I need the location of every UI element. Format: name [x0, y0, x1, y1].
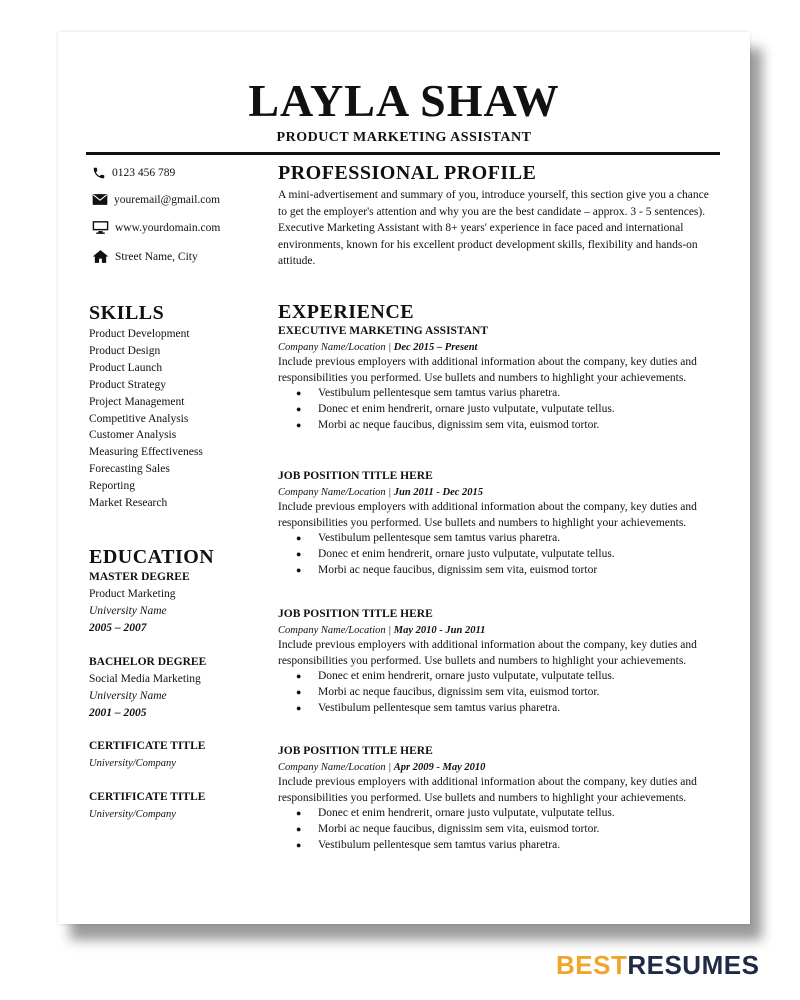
education-entry-bachelor [89, 654, 206, 722]
profile-summary: A mini-advertisement and summary of you, introduce yourself, this section give you a chance to get the employer's attention and why you are the best candidate – approx. 3 - 5 sentences). [278, 189, 709, 218]
certificate-org: University/Company [89, 809, 176, 820]
home-icon [92, 249, 109, 264]
job-entry [278, 607, 718, 716]
brand-logo-part1: BEST [556, 950, 628, 980]
degree-field: Social Media Marketing [89, 673, 201, 685]
school-name: University Name [89, 605, 167, 617]
job-dates: Dec 2015 – Present [393, 341, 478, 353]
contact-website [92, 220, 220, 235]
job-title: JOB POSITION TITLE HERE [278, 608, 433, 620]
profile-heading: PROFESSIONAL PROFILE [278, 162, 537, 184]
contact-phone [92, 166, 175, 180]
job-bullet: ● Donec et enim hendrerit, ornare justo vulputate, vulputate tellus. [318, 547, 718, 563]
job-description: Include previous employers with additional information about the company, key duties and responsibilities you performed. Use bullets and numbers to highlight your achievements. [278, 356, 697, 384]
job-company: Company Name/Location [278, 761, 386, 773]
degree-title: MASTER DEGREE [89, 571, 190, 583]
job-bullet: ● Vestibulum pellentesque sem tamtus varius pharetra. [318, 701, 718, 717]
job-bullet: ● Donec et enim hendrerit, ornare justo vulputate, vulputate tellus. [318, 402, 718, 418]
skill-item: Measuring Effectiveness [89, 446, 203, 459]
skills-list [89, 326, 203, 512]
job-company-line: Company Name/Location | May 2010 - Jun 2011 [278, 624, 486, 636]
skill-item: Market Research [89, 497, 168, 510]
job-description: Include previous employers with additional information about the company, key duties and responsibilities you performed. Use bullets and numbers to highlight your achievements. [278, 501, 697, 529]
job-title: EXECUTIVE MARKETING ASSISTANT [278, 325, 489, 337]
skill-item: Product Design [89, 344, 161, 357]
job-description: Include previous employers with additional information about the company, key duties and responsibilities you performed. Use bullets and numbers to highlight your achievements. [278, 776, 697, 804]
job-bullets [278, 386, 718, 433]
job-bullet: ● Vestibulum pellentesque sem tamtus varius pharetra. [318, 838, 718, 854]
skill-item: Customer Analysis [89, 429, 177, 442]
job-entry [278, 744, 718, 853]
job-company: Company Name/Location [278, 341, 386, 353]
job-entry [278, 324, 718, 433]
job-bullet: ● Morbi ac neque faucibus, dignissim sem vita, euismod tortor. [318, 685, 718, 701]
job-company-line: Company Name/Location | Jun 2011 - Dec 2015 [278, 486, 484, 498]
resume-page [58, 32, 750, 924]
skill-item: Reporting [89, 480, 135, 493]
degree-years: 2001 – 2005 [89, 707, 147, 719]
header-divider [86, 152, 720, 155]
envelope-icon [92, 193, 108, 206]
job-title: JOB POSITION TITLE HERE [278, 470, 433, 482]
job-bullet: ● Vestibulum pellentesque sem tamtus varius pharetra. [318, 386, 718, 402]
monitor-icon [92, 220, 109, 235]
profile-experience: Executive Marketing Assistant with 8+ years' experience in face paced and international environments, known for his excellent product development skills, flexibility and hands-on attitude. [278, 222, 698, 267]
job-entry [278, 469, 718, 578]
job-bullet: ● Vestibulum pellentesque sem tamtus varius pharetra. [318, 531, 718, 547]
degree-title: BACHELOR DEGREE [89, 656, 207, 668]
school-name: University Name [89, 690, 167, 702]
email-text: youremail@gmail.com [114, 193, 221, 206]
job-description: Include previous employers with additional information about the company, key duties and responsibilities you performed. Use bullets and numbers to highlight your achievements. [278, 639, 697, 667]
skill-item: Product Strategy [89, 378, 166, 391]
education-heading: EDUCATION [89, 546, 215, 568]
certificate-org: University/Company [89, 758, 176, 769]
certificate-entry [89, 789, 205, 823]
job-bullet: ● Morbi ac neque faucibus, dignissim sem vita, euismod tortor [318, 563, 718, 579]
job-title: JOB POSITION TITLE HERE [278, 745, 433, 757]
skill-item: Project Management [89, 395, 185, 408]
skill-item: Product Development [89, 328, 190, 340]
contact-email [92, 193, 220, 206]
candidate-name: LAYLA SHAW [248, 75, 560, 126]
certificate-title: CERTIFICATE TITLE [89, 740, 206, 752]
skill-item: Forecasting Sales [89, 463, 170, 476]
phone-text: 0123 456 789 [112, 167, 176, 179]
job-dates: Jun 2011 - Dec 2015 [393, 486, 484, 498]
candidate-title: PRODUCT MARKETING ASSISTANT [276, 130, 532, 145]
job-bullet: ● Donec et enim hendrerit, ornare justo vulputate, vulputate tellus. [318, 669, 718, 685]
job-dates: Apr 2009 - May 2010 [393, 761, 486, 773]
job-bullet: ● Morbi ac neque faucibus, dignissim sem vita, euismod tortor. [318, 418, 718, 434]
certificate-entry [89, 738, 205, 772]
job-bullets [278, 669, 718, 716]
brand-logo [556, 950, 759, 981]
job-bullet: ● Donec et enim hendrerit, ornare justo vulputate, vulputate tellus. [318, 806, 718, 822]
job-bullets [278, 531, 718, 578]
job-bullet: ● Morbi ac neque faucibus, dignissim sem vita, euismod tortor. [318, 822, 718, 838]
certificate-title: CERTIFICATE TITLE [89, 791, 206, 803]
contact-address [92, 249, 198, 264]
job-bullets [278, 806, 718, 853]
brand-logo-part2: RESUMES [627, 950, 760, 980]
profile-text [278, 187, 718, 270]
degree-years: 2005 – 2007 [89, 622, 147, 634]
address-text: Street Name, City [115, 250, 198, 263]
phone-icon [92, 166, 106, 180]
education-entry-master [89, 569, 190, 637]
job-company-line: Company Name/Location | Dec 2015 – Present [278, 341, 478, 353]
job-company: Company Name/Location [278, 486, 386, 498]
website-text: www.yourdomain.com [115, 221, 221, 234]
job-company-line: Company Name/Location | Apr 2009 - May 2010 [278, 761, 486, 773]
job-company: Company Name/Location [278, 624, 386, 636]
skill-item: Competitive Analysis [89, 412, 189, 425]
degree-field: Product Marketing [89, 588, 176, 600]
skills-heading: SKILLS [89, 302, 165, 324]
job-dates: May 2010 - Jun 2011 [393, 624, 486, 636]
skill-item: Product Launch [89, 361, 163, 374]
experience-heading: EXPERIENCE [278, 301, 415, 323]
